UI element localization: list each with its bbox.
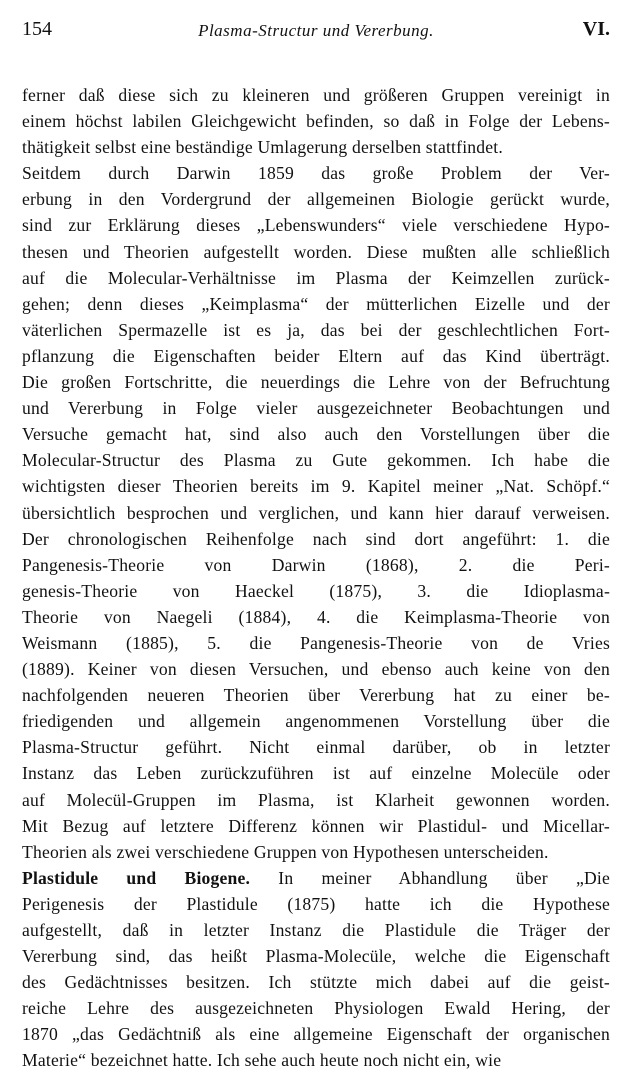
- text-line-content: nachfolgenden neueren Theorien über Vererbung hat zu einer be-: [22, 685, 610, 706]
- text-line: [22, 526, 610, 552]
- text-line: [22, 108, 610, 134]
- text-line: [22, 421, 610, 447]
- page-header: [22, 18, 610, 48]
- chapter-number: VI.: [582, 18, 610, 40]
- text-line: [22, 317, 610, 343]
- text-line-content: Weismann (1885), 5. die Pangenesis-Theorie von de Vries: [22, 632, 610, 653]
- page-number: 154: [22, 18, 52, 40]
- book-page: [22, 18, 610, 1074]
- text-line-content: sind zur Erklärung dieses „Lebenswunders“ viele verschiedene Hypo-: [22, 215, 610, 236]
- text-line-content: thätigkeit selbst eine beständige Umlagerung derselben stattfindet.: [22, 137, 503, 158]
- text-line: [22, 969, 610, 995]
- text-line: [22, 500, 610, 526]
- text-line-content: auf Molecül-Gruppen im Plasma, ist Klarheit gewonnen worden.: [22, 789, 610, 810]
- text-line: [22, 943, 610, 969]
- text-line: [22, 760, 610, 786]
- text-line-content: Seitdem durch Darwin 1859 das große Problem der Ver-: [22, 163, 610, 184]
- text-line: [22, 239, 610, 265]
- text-line: [22, 734, 610, 760]
- text-line: [22, 630, 610, 656]
- text-line-content: väterlichen Spermazelle ist es ja, das bei der geschlechtlichen Fort-: [22, 319, 610, 340]
- text-line-content: reiche Lehre des ausgezeichneten Physiologen Ewald Hering, der: [22, 998, 610, 1019]
- text-line-content: des Gedächtnisses besitzen. Ich stützte mich dabei auf die geist-: [22, 972, 610, 993]
- text-line: [22, 552, 610, 578]
- text-line-content: In meiner Abhandlung über „Die: [278, 867, 610, 888]
- text-line-content: Theorie von Naegeli (1884), 4. die Keimplasma-Theorie von: [22, 606, 610, 627]
- text-line: [22, 656, 610, 682]
- text-line-content: auf die Molecular-Verhältnisse im Plasma der Keimzellen zurück-: [22, 267, 610, 288]
- text-line-content: thesen und Theorien aufgestellt worden. Diese mußten alle schließlich: [22, 241, 610, 262]
- section-heading: Plastidule und Biogene.: [22, 867, 279, 888]
- text-line: [22, 813, 610, 839]
- text-line-content: aufgestellt, daß in letzter Instanz die Plastidule die Träger der: [22, 920, 610, 940]
- text-line-content: pflanzung die Eigenschaften beider Eltern auf das Kind überträgt.: [22, 345, 610, 366]
- text-line-content: Molecular-Structur des Plasma zu Gute gekommen. Ich habe die: [22, 450, 610, 471]
- text-line-content: erbung in den Vordergrund der allgemeinen Biologie gerückt wurde,: [22, 189, 610, 210]
- text-line-content: Vererbung sind, das heißt Plasma-Molecüle, welche die Eigenschaft: [22, 946, 610, 967]
- text-line: [22, 343, 610, 369]
- text-line: [22, 134, 610, 160]
- text-line-content: Plasma-Structur geführt. Nicht einmal darüber, ob in letzter: [22, 737, 610, 758]
- text-line: [22, 82, 610, 108]
- text-line-content: genesis-Theorie von Haeckel (1875), 3. die Idioplasma-: [22, 580, 610, 601]
- text-line: [22, 995, 610, 1021]
- text-line-content: Die großen Fortschritte, die neuerdings die Lehre von der Befruchtung: [22, 372, 610, 393]
- text-line-content: ferner daß diese sich zu kleineren und größeren Gruppen vereinigt in: [22, 85, 610, 105]
- text-line-content: einem höchst labilen Gleichgewicht befinden, so daß in Folge der Lebens-: [22, 111, 610, 132]
- text-line: [22, 186, 610, 212]
- text-line-content: 1870 „das Gedächtniß als eine allgemeine Eigenschaft der organischen: [22, 1024, 610, 1045]
- text-line: [22, 708, 610, 734]
- text-line-content: Theorien als zwei verschiedene Gruppen von Hypothesen unterscheiden.: [22, 841, 549, 862]
- text-line: [22, 212, 610, 238]
- text-line-content: (1889). Keiner von diesen Versuchen, und ebenso auch keine von den: [22, 659, 610, 680]
- text-line: [22, 891, 610, 917]
- text-line-content: wichtigsten dieser Theorien bereits im 9. Kapitel meiner „Nat. Schöpf.“: [22, 476, 610, 497]
- text-line: [22, 917, 610, 943]
- text-line-content: Der chronologischen Reihenfolge nach sind dort angeführt: 1. die: [22, 528, 610, 549]
- running-title: Plasma-Structur und Vererbung.: [198, 21, 434, 40]
- text-line: [22, 787, 610, 813]
- text-line: [22, 447, 610, 473]
- text-line-content: und Vererbung in Folge vieler ausgezeichneter Beobachtungen und: [22, 398, 610, 419]
- text-line-content: Versuche gemacht hat, sind also auch den Vorstellungen über die: [22, 424, 610, 445]
- text-line: [22, 473, 610, 499]
- text-line: [22, 865, 610, 891]
- text-line: [22, 369, 610, 395]
- text-line: [22, 160, 610, 186]
- text-line: [22, 1021, 610, 1047]
- text-line-content: Instanz das Leben zurückzuführen ist auf einzelne Molecüle oder: [22, 763, 610, 784]
- text-line-content: friedigenden und allgemein angenommenen Vorstellung über die: [22, 711, 610, 732]
- text-line: [22, 265, 610, 291]
- text-line: [22, 395, 610, 421]
- text-line-content: übersichtlich besprochen und verglichen, und kann hier darauf verweisen.: [22, 502, 610, 523]
- text-line: [22, 291, 610, 317]
- text-line-content: Materie“ bezeichnet hatte. Ich sehe auch heute noch nicht ein, wie: [22, 1050, 502, 1071]
- text-line-content: Pangenesis-Theorie von Darwin (1868), 2. die Peri-: [22, 554, 610, 575]
- text-line-content: Mit Bezug auf letztere Differenz können wir Plastidul- und Micellar-: [22, 815, 610, 836]
- text-line-content: Perigenesis der Plastidule (1875) hatte ich die Hypothese: [22, 893, 610, 914]
- body-text: [22, 82, 610, 1074]
- text-line: [22, 604, 610, 630]
- text-line: [22, 578, 610, 604]
- text-line: [22, 839, 610, 865]
- text-line: [22, 1047, 610, 1073]
- text-line-content: gehen; denn dieses „Keimplasma“ der mütterlichen Eizelle und der: [22, 293, 610, 314]
- text-line: [22, 682, 610, 708]
